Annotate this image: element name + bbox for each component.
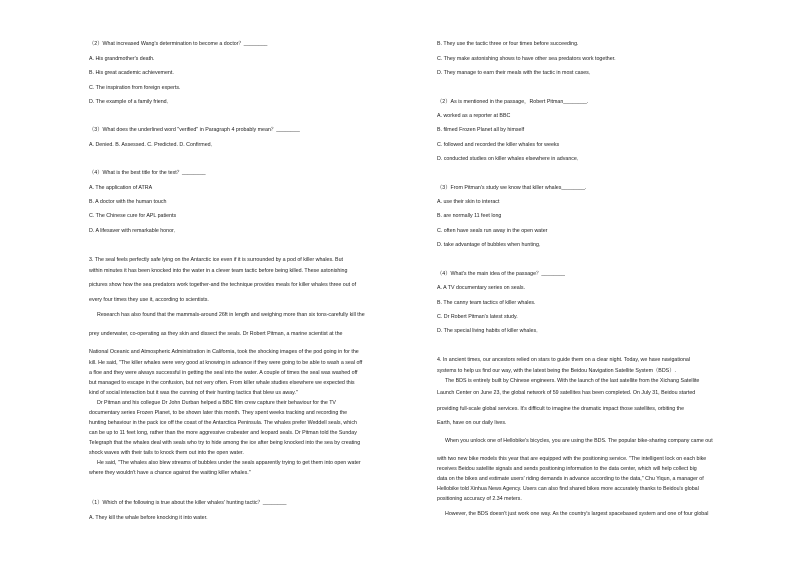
text-line: However, the BDS doesn't just work one way. As the country's largest spacebased system and one of four global: [445, 511, 709, 517]
text-line: He said, "The whales also blew streams of bubbles under the seals apparently trying to get them into open water: [97, 460, 361, 466]
text-line: positioning accuracy of 2.34 meters.: [437, 496, 522, 502]
text-line: kill. He said, "The killer whales were very good at knowing in advance if they were going to be able to wash a seal off: [89, 360, 363, 366]
text-line: Telegraph that the whales deal with seals who try to hide among the ice after being knocked into the sea by creating: [89, 440, 361, 446]
text-line: can be up to 11 feet long, rather than the more aggressive crabeater and leopard seals. Dr Pitman told the Sunday: [89, 430, 357, 436]
text-line: B. A doctor with the human touch: [89, 199, 167, 205]
text-line: A. worked as a reporter at BBC: [437, 113, 511, 119]
text-line: （4）What is the best title for the text？________: [89, 170, 206, 176]
text-line: 3. The seal feels perfectly safe lying on the Antarctic ice even if it is surrounded by a pod of killer whales. But: [89, 257, 343, 263]
text-line: pictures show how the sea predators work together-and the technique provides meals for killer whales three out of: [89, 282, 357, 288]
text-line: A. Denied. B. Assessed. C. Predicted. D. Confirmed．: [89, 142, 216, 148]
text-line: （2）As is mentioned in the passage，Robert Pitman________.: [437, 99, 589, 105]
text-line: （2）What increased Wang's determination to become a doctor？________: [89, 41, 268, 47]
text-line: A. The application of ATRA: [89, 185, 153, 191]
text-line: B. The canny team tactics of killer whales.: [437, 300, 536, 306]
text-line: A. They kill the whale before knocking it into water.: [89, 515, 208, 521]
text-line: （1）Which of the following is true about the killer whales' hunting tactic？________: [89, 500, 287, 506]
text-line: B. They use the tactic three or four times before succeeding.: [437, 41, 579, 47]
text-line: documentary series Frozen Planet, to be shown later this month. They spent weeks tracking and recording the: [89, 410, 348, 416]
text-line: Earth, have on our daily lives.: [437, 420, 507, 426]
text-line: 4. In ancient times, our ancestors relied on stars to guide them on a clear night. Today, we have navigational: [437, 357, 691, 363]
text-line: prey underwater, co-operating as they skin and dissect the seals. Dr Robert Pitman, a marine scientist at the: [89, 331, 343, 337]
text-line: providing full-scale global services. It's difficult to imagine the dramatic impact those satellites, orbiting the: [437, 406, 685, 412]
text-line: A. A TV documentary series on seals.: [437, 285, 525, 291]
text-line: with two new bike models this year that are equipped with the positioning service. "The intelligent lock on each bike: [437, 456, 707, 462]
text-line: National Oceanic and Atmospheric Administration in California, took the shocking images of the pod going in for the: [89, 349, 359, 355]
text-line: Hellobike told Xinhua News Agency. Users can also find shared bikes more accurately thanks to Beidou's global: [437, 486, 699, 492]
text-line: When you unlock one of Hellobike's bicycles, you are using the BDS. The popular bike-sharing company came out: [445, 438, 713, 444]
text-line: D. The special living habits of killer whales．: [437, 328, 542, 334]
text-line: kind of social interaction but it was the cunning of their hunting tactics that blew us away.": [89, 390, 298, 396]
text-line: D. A lifesaver with remarkable honor．: [89, 228, 180, 234]
text-line: D. The example of a family friend．: [89, 99, 172, 105]
text-line: within minutes it has been knocked into the water in a clever team tactic before being killed. These astonishing: [89, 268, 348, 274]
text-line: every four times they use it, according to scientists.: [89, 297, 209, 303]
text-line: A. His grandmother's death.: [89, 56, 155, 62]
text-line: receives Beidou satellite signals and sends positioning information to the data center, which will help collect big: [437, 466, 697, 472]
text-line: C. They make astonishing shows to have other sea predators work together.: [437, 56, 616, 62]
text-line: systems to help us find our way, with the latest being the Beidou Navigation Satellite System（BDS）.: [437, 368, 676, 374]
text-line: a floe and they were always successful in getting the seal into the water. A couple of times the seal was washed off: [89, 370, 358, 376]
text-line: The BDS is entirely built by Chinese engineers. With the launch of the last satellite from the Xichang Satellite: [445, 378, 700, 384]
text-line: A. use their skin to interact: [437, 199, 500, 205]
text-line: where they wouldn't have a chance against the waiting killer whales.": [89, 470, 251, 476]
text-line: B. are normally 11 feet long: [437, 213, 502, 219]
text-line: C. Dr Robert Pitman's latest study.: [437, 314, 518, 320]
text-line: B. His great academic achievement.: [89, 70, 174, 76]
text-line: （3）What does the underlined word "verified" in Paragraph 4 probably mean？________: [89, 127, 300, 133]
text-line: data on the bikes and estimate users' riding demands in advance according to the data," Chu Yiqun, a manager of: [437, 476, 704, 482]
text-line: C. followed and recorded the killer whales for weeks: [437, 142, 560, 148]
text-line: Research has also found that the mammals-around 26ft in length and weighing more than six tons-carefully kill the: [97, 312, 365, 318]
text-line: C. often have seals run away in the open water: [437, 228, 548, 234]
text-line: Dr Pitman and his collegue Dr John Durban helped a BBC film crew capture their behaviour for the TV: [97, 400, 336, 406]
text-line: hunting behaviour in the pack ice off the coast of the Antarctica Peninsula. The whales prefer Weddell seals, which: [89, 420, 357, 426]
text-line: C. The Chinese cure for APL patients: [89, 213, 177, 219]
text-line: C. The inspiration from foreign experts.: [89, 85, 181, 91]
text-line: shock waves with their tails to knock them out into the open water.: [89, 450, 244, 456]
text-line: D. They manage to earn their meals with the tactic in most cases．: [437, 70, 595, 76]
text-line: D. conducted studies on killer whales elsewhere in advance．: [437, 156, 583, 162]
text-line: D. take advantage of bubbles when hunting．: [437, 242, 545, 248]
text-line: but managed to escape in the confusion, but not very often. From killer whale studies elsewhere we expected this: [89, 380, 355, 386]
text-line: （4）What's the main idea of the passage？________: [437, 271, 565, 277]
text-line: Launch Center on June 23, the global network of 59 satellites has been completed. On July 31, Beidou started: [437, 390, 696, 396]
text-line: （3）From Pitman's study we know that killer whales________.: [437, 185, 587, 191]
text-line: B. filmed Frozen Planet all by himself: [437, 127, 525, 133]
